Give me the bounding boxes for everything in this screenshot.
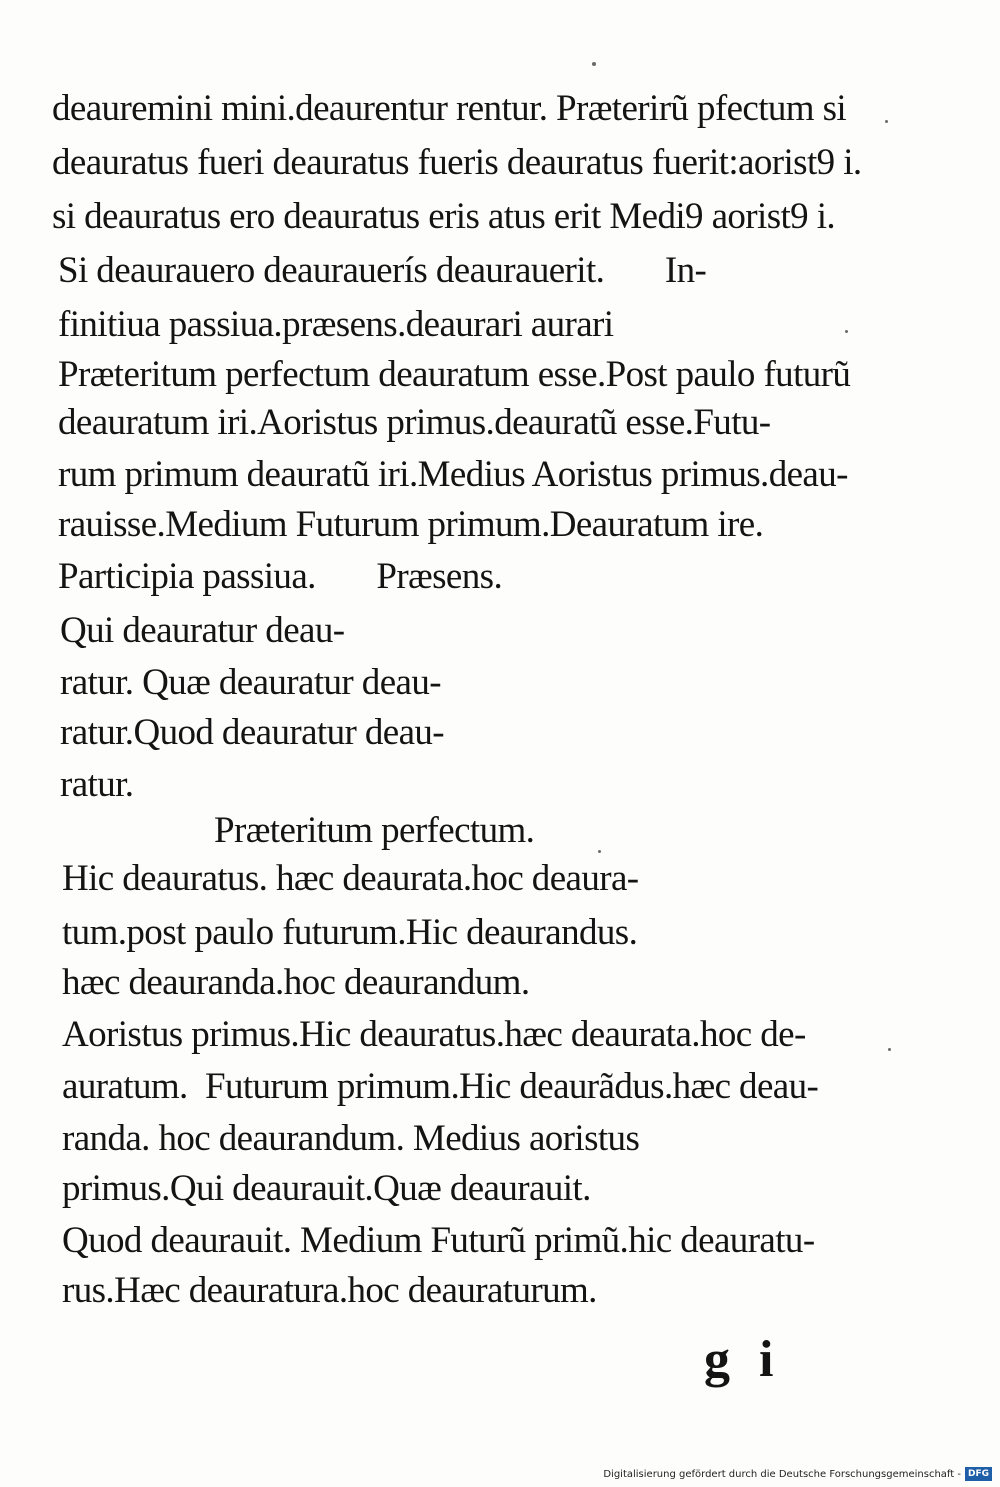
text-line: deauratum iri.Aoristus primus.deauratũ esse.Futu- — [58, 402, 771, 443]
text-line: auratum. Futurum primum.Hic deaurãdus.hæc deau- — [62, 1066, 819, 1107]
scan-speck — [592, 62, 596, 66]
text-line: primus.Qui deaurauit.Quæ deaurauit. — [62, 1168, 591, 1209]
text-line: tum.post paulo futurum.Hic deaurandus. — [62, 912, 638, 953]
dfg-logo-icon: DFG — [965, 1467, 992, 1481]
text-line: Præteritum perfectum deauratum esse.Post paulo futurũ — [58, 354, 851, 395]
scan-speck — [845, 330, 848, 333]
text-line: ratur.Quod deauratur deau- — [60, 712, 445, 753]
text-line: rum primum deauratũ iri.Medius Aoristus primus.deau- — [58, 454, 848, 495]
scan-speck — [885, 120, 888, 123]
text-line: rauisse.Medium Futurum primum.Deauratum ire. — [58, 504, 764, 545]
text-line: ratur. Quæ deauratur deau- — [60, 662, 441, 703]
text-line: Qui deauratur deau- — [60, 610, 345, 651]
text-line: Hic deauratus. hæc deaurata.hoc deaura- — [62, 858, 639, 899]
text-line: hæc deauranda.hoc deaurandum. — [62, 962, 530, 1003]
section-heading: Præteritum perfectum. — [214, 810, 535, 851]
text-line: Si deaurauero deaurauerís deaurauerit. In- — [58, 250, 707, 291]
text-line: finitiua passiua.præsens.deaurari aurari — [58, 304, 614, 345]
text-line: Aoristus primus.Hic deauratus.hæc deaurata.hoc de- — [62, 1014, 806, 1055]
text-line: rus.Hæc deauratura.hoc deauraturum. — [62, 1270, 597, 1311]
text-line: ratur. — [60, 764, 134, 805]
text-line: Quod deaurauit. Medium Futurũ primũ.hic deauratu- — [62, 1220, 815, 1261]
scan-speck — [598, 850, 601, 853]
text-line: Participia passiua. Præsens. — [58, 556, 503, 597]
footer-text: Digitalisierung gefördert durch die Deutsche Forschungsgemeinschaft - — [603, 1468, 961, 1480]
signature-mark: g i — [704, 1331, 782, 1388]
digitization-footer — [603, 1465, 992, 1483]
scan-speck — [888, 1048, 891, 1051]
text-line: deauremini mini.deaurentur rentur. Præterirũ pfectum si — [52, 88, 847, 129]
text-line: si deauratus ero deauratus eris atus erit Medi9 aorist9 i. — [52, 196, 836, 237]
text-line: deauratus fueri deauratus fueris deauratus fuerit:aorist9 i. — [52, 142, 862, 183]
text-line: randa. hoc deaurandum. Medius aoristus — [62, 1118, 640, 1159]
